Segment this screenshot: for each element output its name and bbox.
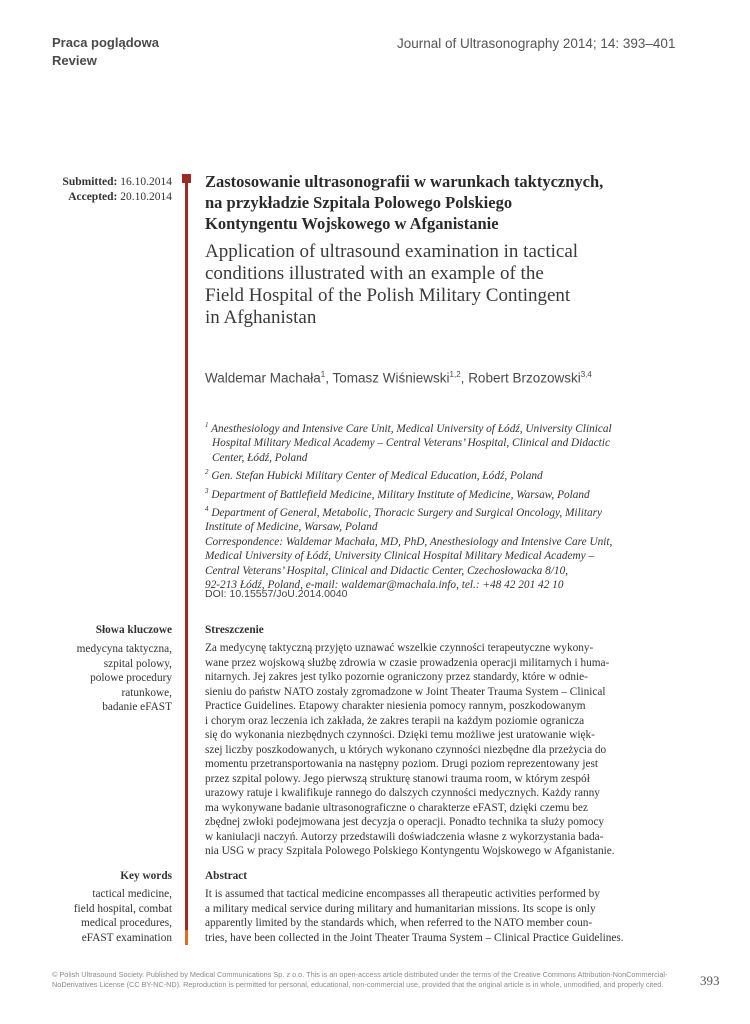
license-footer (52, 970, 682, 990)
abstract-heading: Abstract (205, 870, 248, 882)
text-line: It is assumed that tactical medicine encompasses all therapeutic activities performed by (205, 888, 600, 900)
text-line: a military medical service during military and humanitarian missions. Its scope is only (205, 902, 596, 915)
abstract-body (205, 887, 677, 945)
affiliation-line: Center, Łódź, Poland (212, 451, 308, 464)
text-line: sieniu do państw NATO zostały zgromadzone w Joint Theater Trauma System – Clinical (205, 685, 606, 698)
text-line: wane przez wojskową służbę zdrowia w czasie prowadzenia operacji militarnych i huma- (205, 656, 610, 669)
keywords-en-list (2, 887, 172, 945)
correspondence-line: Central Veterans’ Hospital, Clinical and Didactic Center, Czechosłowacka 8/10, (205, 564, 569, 577)
correspondence-line: 92-213 Łódź, Poland, e-mail: waldemar@machala.info, tel.: +48 42 201 42 10 (205, 579, 564, 592)
keywords-en-heading: Key words (120, 870, 172, 882)
accepted-label: Accepted: (68, 191, 118, 203)
author-affil: 1,2 (449, 370, 461, 379)
author-name: Waldemar Machała (205, 370, 321, 386)
title-polish (205, 171, 705, 234)
title-line: Field Hospital of the Polish Military Contingent (205, 285, 571, 306)
text-line: nia USG w pracy Szpitala Polowego Polskiego Kontyngentu Wojskowego w Afganistanie. (205, 845, 615, 857)
article-dates (2, 175, 172, 205)
text-line: Za medycynę taktyczną przyjęto uznawać wszelkie czynności terapeutyczne wykony- (205, 642, 594, 654)
keyword: medical procedures, (81, 917, 172, 929)
section-type (52, 34, 159, 70)
vertical-rule (185, 176, 188, 945)
affiliations (205, 418, 675, 593)
text-line: przez szpital polowy. Jego pierwszą strukturę stanowi trauma room, w którym zespół (205, 772, 590, 785)
affiliation-line: $^2$ Gen. Stefan Hubicki Military Center of Medical Education, Łódź, Poland (205, 468, 543, 483)
author-affil: 3,4 (580, 370, 592, 379)
affiliation-line: $^4$ Department of General, Metabolic, Thoracic Surgery and Surgical Oncology, Military (205, 504, 603, 519)
title-line: conditions illustrated with an example of the (205, 263, 544, 284)
title-english (205, 241, 705, 329)
affiliation-line: Institute of Medicine, Warsaw, Poland (205, 521, 378, 534)
keyword: polowe procedury (90, 672, 172, 684)
keyword: badanie eFAST (102, 701, 172, 713)
keyword: tactical medicine, (92, 888, 172, 900)
license-line: © Polish Ultrasound Society. Published by Medical Communications Sp. z o.o. This is an open-access article distributed under the terms of the Creative Commons Attribution-NonCommercial- (52, 970, 668, 979)
license-line: NoDerivatives License (CC BY-NC-ND). Reproduction is permitted for personal, educational, non-commercial use, provided that the original article is in whole, unmodified, and properly cited. (52, 980, 664, 989)
section-type-en: Review (52, 53, 97, 68)
accepted-value: 20.10.2014 (120, 191, 172, 203)
text-line: tries, have been collected in the Joint Theater Trauma System – Clinical Practice Guidelines. (205, 931, 624, 944)
author-name: Robert Brzozowski (468, 370, 581, 386)
title-line: in Afghanistan (205, 307, 317, 328)
keywords-pl-list (2, 642, 172, 715)
accepted-date (2, 190, 172, 205)
text-line: zbędnej zwłoki podejmowana jest decyzja o operacji. Ponadto technika ta służy pomocy (205, 816, 605, 828)
author-list: Waldemar Machała$^1$, Tomasz Wiśniewski$^{1,2}$, Robert Brzozowski$^{3,4}$ (205, 370, 592, 386)
correspondence-line: Correspondence: Waldemar Machała, MD, PhD, Anesthesiology and Intensive Care Unit, (205, 535, 613, 548)
text-line: i chorym oraz leczenia ich zakłada, że zakres terapii na każdym poziomie ogranicza (205, 714, 585, 727)
text-line: nitarnych. Jej zakres jest tylko pozornie ograniczony przez standardy, które w odnie- (205, 671, 588, 683)
keyword: szpital polowy, (103, 657, 172, 670)
streszczenie-heading: Streszczenie (205, 624, 264, 636)
affiliation-line: Hospital Military Medical Academy – Central Veterans’ Hospital, Clinical and Didactic (212, 437, 610, 450)
text-line: apparently limited by the standards which, when referred to the NATO member coun- (205, 917, 593, 929)
author-affil: 1 (320, 370, 326, 379)
text-line: ma wykonywane badanie ultrasonograficzne o charakterze eFAST, dzięki czemu bez (205, 801, 588, 814)
affiliation-line: $^3$ Department of Battlefield Medicine, Military Institute of Medicine, Warsaw, Poland (205, 486, 590, 501)
text-line: szej liczby poszkodowanych, u których wykonano czynności niezbędne dla przeżycia do (205, 743, 607, 756)
journal-citation: Journal of Ultrasonography 2014; 14: 393–401 (397, 36, 676, 51)
vertical-rule-cap (182, 174, 191, 183)
section-type-pl: Praca poglądowa (52, 35, 159, 50)
keyword: ratunkowe, (121, 686, 172, 699)
title-line: Zastosowanie ultrasonografii w warunkach taktycznych, (205, 172, 604, 191)
text-line: urazowy ratuje i kwalifikuje rannego do dalszych czynności medycznych. Każdy ranny (205, 787, 600, 799)
author-name: Tomasz Wiśniewski (332, 370, 450, 386)
title-line: na przykładzie Szpitala Polowego Polskiego (205, 193, 513, 212)
text-line: momentu przetransportowania na następny poziom. Drugi poziom reprezentowany jest (205, 758, 599, 770)
text-line: się do wykonania niezbędnych czynności. Dzięki temu możliwe jest uratowanie więk- (205, 729, 595, 741)
title-line: Application of ultrasound examination in tactical (205, 241, 579, 262)
submitted-label: Submitted: (62, 176, 118, 188)
submitted-date (2, 175, 172, 190)
doi: DOI: 10.15557/JoU.2014.0040 (205, 588, 348, 600)
text-line: Practice Guidelines. Etapowy charakter niesienia pomocy rannym, poszkodowanym (205, 700, 586, 712)
affiliation-line: $^1$ Anesthesiology and Intensive Care Unit, Medical University of Łódź, University Clinical (205, 421, 612, 435)
keyword: medycyna taktyczna, (76, 643, 172, 655)
correspondence-line: Medical University of Łódź, University Clinical Hospital Military Medical Academy – (205, 550, 595, 563)
keywords-pl-heading: Słowa kluczowe (95, 624, 172, 636)
vertical-rule-accent (185, 930, 188, 945)
submitted-value: 16.10.2014 (120, 176, 172, 188)
keyword: field hospital, combat (73, 902, 172, 915)
title-line: Kontyngentu Wojskowego w Afganistanie (205, 214, 499, 233)
page-number: 393 (700, 973, 720, 988)
keyword: eFAST examination (81, 931, 172, 944)
streszczenie-body (205, 641, 677, 859)
text-line: w kaniulacji naczyń. Autorzy przedstawili doświadczenia własne z wykorzystania bada- (205, 830, 604, 843)
